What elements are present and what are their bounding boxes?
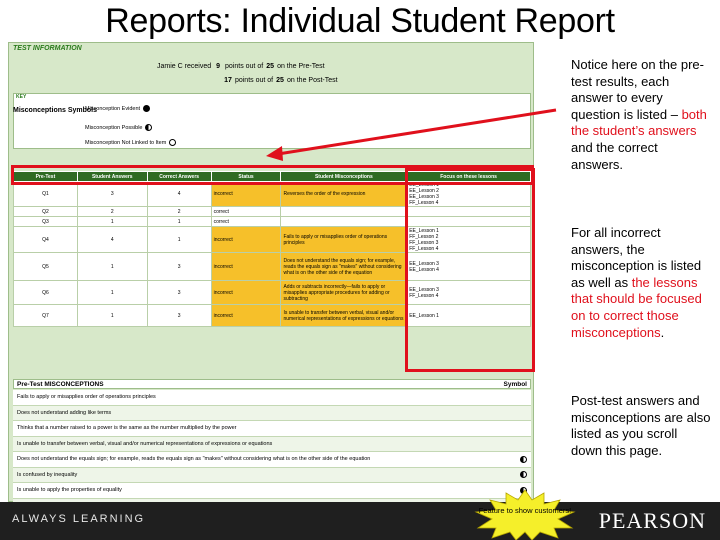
key-header: KEY bbox=[16, 94, 27, 100]
student-answer-cell: 3 bbox=[77, 182, 147, 207]
correct-answer-cell: 3 bbox=[147, 305, 211, 327]
footer-tagline: ALWAYS LEARNING bbox=[12, 513, 146, 525]
question-cell: Q7 bbox=[14, 305, 78, 327]
slide-title: Reports: Individual Student Report bbox=[105, 2, 615, 40]
status-cell: incorrect bbox=[211, 305, 281, 327]
note-post-test bbox=[571, 393, 711, 459]
section-label: TEST INFORMATION bbox=[13, 45, 82, 52]
pre-test-label: on the Pre-Test bbox=[277, 63, 325, 70]
correct-answer-cell: 3 bbox=[147, 281, 211, 305]
note-misconceptions bbox=[571, 225, 711, 341]
arrow-shaft bbox=[278, 110, 556, 154]
question-cell: Q3 bbox=[14, 217, 78, 227]
points-out-of-label: points out of bbox=[234, 77, 274, 84]
correct-answer-cell: 1 bbox=[147, 217, 211, 227]
lessons-cell: EE_Lesson 1 FF_Lesson 2 FF_Lesson 3 FF_Lesson 4 bbox=[407, 227, 531, 253]
note-highlight: both the student’s answers bbox=[571, 106, 707, 139]
student-answer-cell: 1 bbox=[77, 305, 147, 327]
misconception-text: Is confused by inequality bbox=[17, 471, 78, 478]
question-cell: Q1 bbox=[14, 182, 78, 207]
note-highlight: the lessons that should be focused on to correct those misconceptions bbox=[571, 274, 702, 340]
status-cell: incorrect bbox=[211, 182, 281, 207]
student-answer-cell: 1 bbox=[77, 281, 147, 305]
misconception-text: Fails to apply or misapplies order of operations principles bbox=[17, 394, 156, 401]
note-text: Post-test answers and misconceptions are also listed as you scroll down this page. bbox=[571, 393, 711, 458]
col-status: Status bbox=[211, 172, 281, 182]
note-text-tail: and the correct answers. bbox=[571, 139, 658, 172]
received-label: received bbox=[184, 63, 212, 70]
starburst-text: Feature to show customers! bbox=[478, 506, 572, 515]
post-test-score: 17 bbox=[224, 77, 232, 84]
misconception-text: Thinks that a number raised to a power is the same as the number multiplied by the power bbox=[17, 425, 237, 432]
key-item-label: Misconception Evident bbox=[85, 105, 141, 112]
points-out-of-label: points out of bbox=[225, 63, 264, 70]
pearson-logo: PEARSON bbox=[598, 508, 706, 533]
student-answer-cell: 4 bbox=[77, 227, 147, 253]
key-title: Misconceptions Symbols bbox=[13, 107, 98, 114]
key-item-label: Misconception Possible bbox=[85, 124, 143, 131]
misconception-text: Is unable to apply the properties of equality bbox=[17, 487, 122, 494]
student-answer-cell: 1 bbox=[77, 217, 147, 227]
starburst-callout bbox=[470, 490, 580, 540]
question-cell: Q2 bbox=[14, 207, 78, 217]
question-cell: Q6 bbox=[14, 281, 78, 305]
student-name: Jamie C bbox=[157, 63, 183, 70]
arrow-head bbox=[266, 146, 283, 161]
misconception-cell: Reverses the order of the expression bbox=[281, 182, 407, 207]
symbol-column-label: Symbol bbox=[503, 380, 527, 388]
col-pre-test: Pre-Test bbox=[14, 172, 78, 182]
misconception-text: Is unable to transfer between verbal, visual and/or numerical representations of expressions or equations bbox=[17, 440, 273, 447]
status-cell: correct bbox=[211, 217, 281, 227]
question-cell: Q4 bbox=[14, 227, 78, 253]
misconception-cell: Adds or subtracts incorrectly—fails to apply or misapplies appropriate procedures for adding or subtracting bbox=[281, 281, 407, 305]
question-cell: Q5 bbox=[14, 253, 78, 281]
pre-test-score: 9 bbox=[216, 63, 221, 70]
pre-test-total: 25 bbox=[266, 63, 274, 70]
note-text-tail: . bbox=[660, 324, 665, 340]
col-lessons: Focus on these lessons bbox=[407, 172, 531, 182]
key-item-label: Misconception Not Linked to Item bbox=[85, 139, 167, 146]
misconception-cell: Does not understand the equals sign; for example, reads the equals sign as "makes" without considering what is on the other side of the equation bbox=[281, 253, 407, 281]
col-misconceptions: Student Misconceptions bbox=[281, 172, 407, 182]
lessons-cell: EE_Lesson 3 FF_Lesson 4 bbox=[407, 281, 531, 305]
post-test-label: on the Post-Test bbox=[287, 77, 338, 84]
misconception-text: Does not understand the equals sign; for example, reads the equals sign as "makes" without considering what is on the other side of the equation bbox=[17, 456, 371, 463]
misconception-text: Does not understand adding like terms bbox=[17, 409, 112, 416]
status-cell: incorrect bbox=[211, 281, 281, 305]
lessons-cell: EE_Lesson 3 EE_Lesson 4 bbox=[407, 253, 531, 281]
status-cell: incorrect bbox=[211, 227, 281, 253]
correct-answer-cell: 4 bbox=[147, 182, 211, 207]
post-test-total: 25 bbox=[276, 77, 284, 84]
note-answers bbox=[571, 57, 711, 173]
correct-answer-cell: 2 bbox=[147, 207, 211, 217]
student-answer-cell: 2 bbox=[77, 207, 147, 217]
correct-answer-cell: 1 bbox=[147, 227, 211, 253]
misconception-cell: Is unable to transfer between verbal, visual and/or numerical representations of expressions or equations bbox=[281, 305, 407, 327]
lessons-cell: EE_Lesson 1 EE_Lesson 2 EE_Lesson 3 FF_Lesson 4 bbox=[407, 182, 531, 207]
note-text: Notice here on the pre-test results, each answer to every question is listed – bbox=[571, 57, 704, 122]
misconception-cell: Fails to apply or misapplies order of operations principles bbox=[281, 227, 407, 253]
student-answer-cell: 1 bbox=[77, 253, 147, 281]
lessons-cell: EE_Lesson 1 bbox=[407, 305, 531, 327]
col-correct-answers: Correct Answers bbox=[147, 172, 211, 182]
correct-answer-cell: 3 bbox=[147, 253, 211, 281]
status-cell: incorrect bbox=[211, 253, 281, 281]
misconceptions-title: Pre-Test MISCONCEPTIONS bbox=[17, 380, 104, 388]
note-text: For all incorrect answers, the misconception is listed as well as bbox=[571, 225, 702, 290]
col-student-answers: Student Answers bbox=[77, 172, 147, 182]
status-cell: correct bbox=[211, 207, 281, 217]
